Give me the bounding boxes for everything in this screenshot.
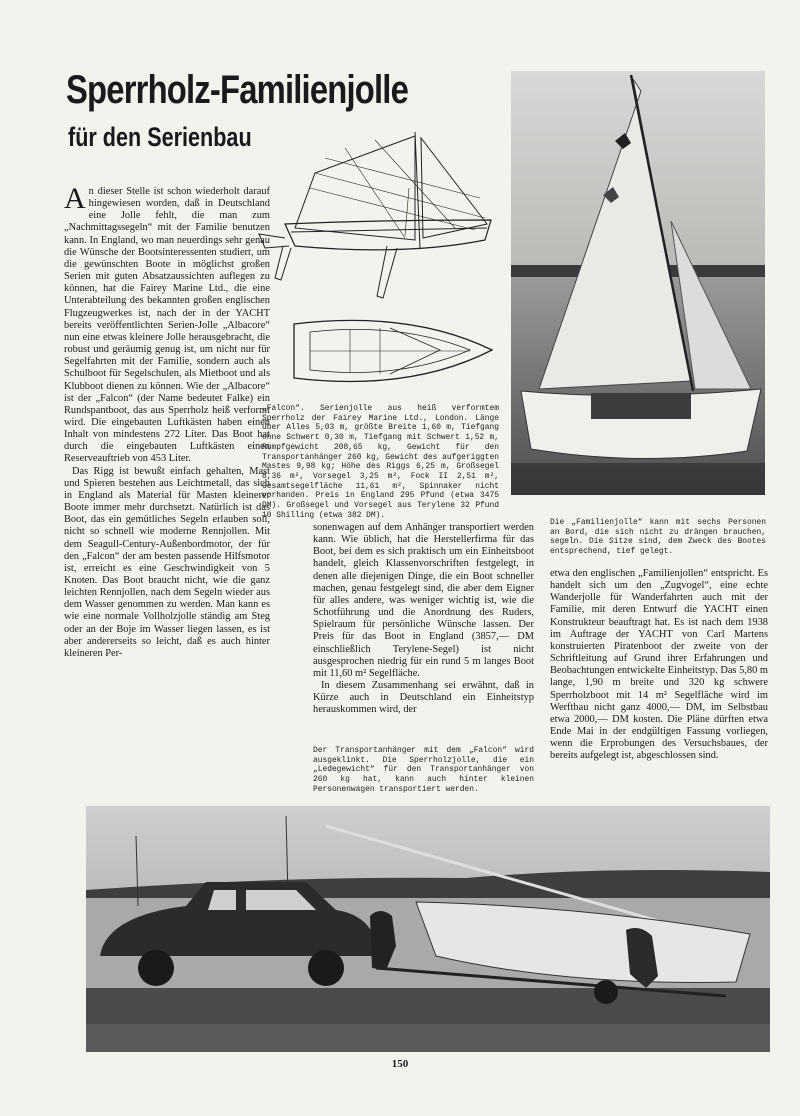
sailing-photo-caption: Die „Familienjolle“ kann mit sechs Personen an Bord, die sich nicht zu drängen brauchen, segeln. Die Sitze sind, dem Zweck des Bootes entsprechend, tief gelegt. <box>550 518 766 557</box>
boat-deck-plan-drawing <box>290 314 496 390</box>
car-trailer-photo <box>86 806 770 1052</box>
page-number: 150 <box>391 1058 409 1070</box>
text-column-3 <box>550 568 768 763</box>
paragraph: In diesem Zusammenhang sei erwähnt, daß in Kürze auch in Deutschland ein Einheitstyp herauskommen wird, der <box>313 680 534 716</box>
paragraph: An dieser Stelle ist schon wiederholt darauf hingewiesen worden, daß in Deutschland eine Jolle fehlt, die man zum „Nachmittagssegeln“ mit der Familie benutzen kann. In England, wo man neuerdings sehr genau die Wünsche der Bootsinteressenten studiert, um die gewünschten Boote in möglichst großen Serien mit guten Absatzaussichten auflegen zu können, hat die Fairey Marine Ltd., die eine Unterabteilung des bekannten großen englischen Flugzeugwerkes ist, nach der in der YACHT bereits veröffentlichten Serien-Jolle „Albacore“ nun eine etwas kleinere Jolle herausgebracht, die robust und geräumig genug ist, um nicht nur für Segelfahrten mit der Familie, sondern auch als Schulboot für Segelschulen, als Mietboot und als Klubboot dienen zu können. Wie der „Albacore“ ist der „Falcon“ (der Name bedeutet Falke) ein Rundspantboot, das aus Sperrholz heiß verformt wird. Die eingebauten Luftkästen haben einen Inhalt von mindestens 272 Liter. Das Boot hat durch die eingebauten Luftkästen einen Reserveauftrieb von 453 Liter. <box>64 182 270 465</box>
article-subtitle: für den Serienbau <box>68 122 252 152</box>
text-column-2 <box>313 522 534 717</box>
drawing-caption: „Falcon“. Serienjolle aus heiß verformtem Sperrholz der Fairey Marine Ltd., London. Länge über Alles 5,03 m, größte Breite 1,60 m, Tiefgang ohne Schwert 0,30 m, Tiefgang mit Schwert 1,52 m, Rumpfgewicht 208,65 kg, Gewicht für den Transportanhänger 260 kg, Gewicht des aufgeriggten Mastes 9,98 kg; Höhe des Riggs 6,25 m, Großsegel 8,36 m², Vorsegel 3,25 m², Fock II 2,51 m², Gesamtsegelfläche 11,61 m², Spinnaker nicht vorhanden. Preis in England 295 Pfund (etwa 3475 DM). Großsegel und Vorsegel aus Terylene 32 Pfund 10 Shilling (etwa 382 DM). <box>262 404 499 520</box>
drop-cap: A <box>64 182 86 215</box>
text-column-1 <box>64 182 270 660</box>
paragraph: sonenwagen auf dem Anhänger transportiert werden kann. Wie üblich, hat die Herstellerfirma für das Boot, bei dem es sich praktisch um ein Einheitsboot handelt, gleich Klassenvorschriften festgelegt, in denen alle diejenigen Dinge, die ein Boot schneller machen, genau festgelegt sind, die aber dem Eigner für alles andere, was weniger wichtig ist, wie die Schotführung und die Anordnung des Ruders, Spielraum für persönliche Wünsche lassen. Der Preis für das Boot in England (3857,— DM einschließlich Terylene-Segel) ist nicht ausgesprochen niedrig für ein rund 5 m langes Boot mit 11,60 m² Segelfläche. <box>313 522 534 679</box>
trailer-caption: Der Transportanhänger mit dem „Falcon“ wird ausgeklinkt. Die Sperrholzjolle, die ein „Ledegewicht“ für den Transportanhänger von 260 kg hat, kann auch hinter kleinen Personenwagen transportiert werden. <box>313 746 534 794</box>
boat-sail-plan-drawing <box>255 128 495 303</box>
paragraph: Das Rigg ist bewußt einfach gehalten, Mast und Spieren bestehen aus Leichtmetall, das sich in England als Material für Masten kleinerer Boote immer mehr durchsetzt. Natürlich ist das Boot, das ein gemütliches Segeln erlauben soll, nicht so schnell wie moderne Rennjollen. Mit dem Seagull-Century-Außenbordmotor, der für den „Falcon“ der am besten passende Hilfsmotor ist, erreicht es eine Geschwindigkeit von 5 Knoten. Das Boot braucht nicht, wie die ganz leichten Rennjollen, nach dem Segeln wieder aus dem Wasser genommen zu werden. Man kann es wie eine normale Vollholzjolle ständig am Steg oder an der Boje im Wasser liegen lassen, es ist aber andererseits so leicht, daß es auch hinter kleineren Per- <box>64 465 270 659</box>
article-title: Sperrholz-Familienjolle <box>66 68 409 112</box>
paragraph: etwa den englischen „Familienjollen“ entspricht. Es handelt sich um den „Zugvogel“, eine echte Wanderjolle für Wanderfahrten auch mit der Familie, mit deren Entwurf die YACHT einen Konstrukteur beauftragt hat. Es ist nach dem 1938 im Auftrage der YACHT von Carl Martens konstruierten Piratenboot der zweite von der Schriftleitung auf Grund ihrer Erfahrungen und Beobachtungen entwickelte Einheitstyp. Das 5,80 m lange, 1,90 m breite und 320 kg schwere Sperrholzboot mit 14 m² Segelfläche wird im Werftbau nicht ganz 4000,— DM, im Selbstbau etwa 2000,— DM kosten. Die Pläne dürften etwa Ende Mai in der endgültigen Fassung vorliegen, wenn die Erprobungen des Versuchsbaues, der bereits aufgelegt ist, abgeschlossen sind. <box>550 568 768 762</box>
sailing-boat-photo <box>511 71 765 495</box>
